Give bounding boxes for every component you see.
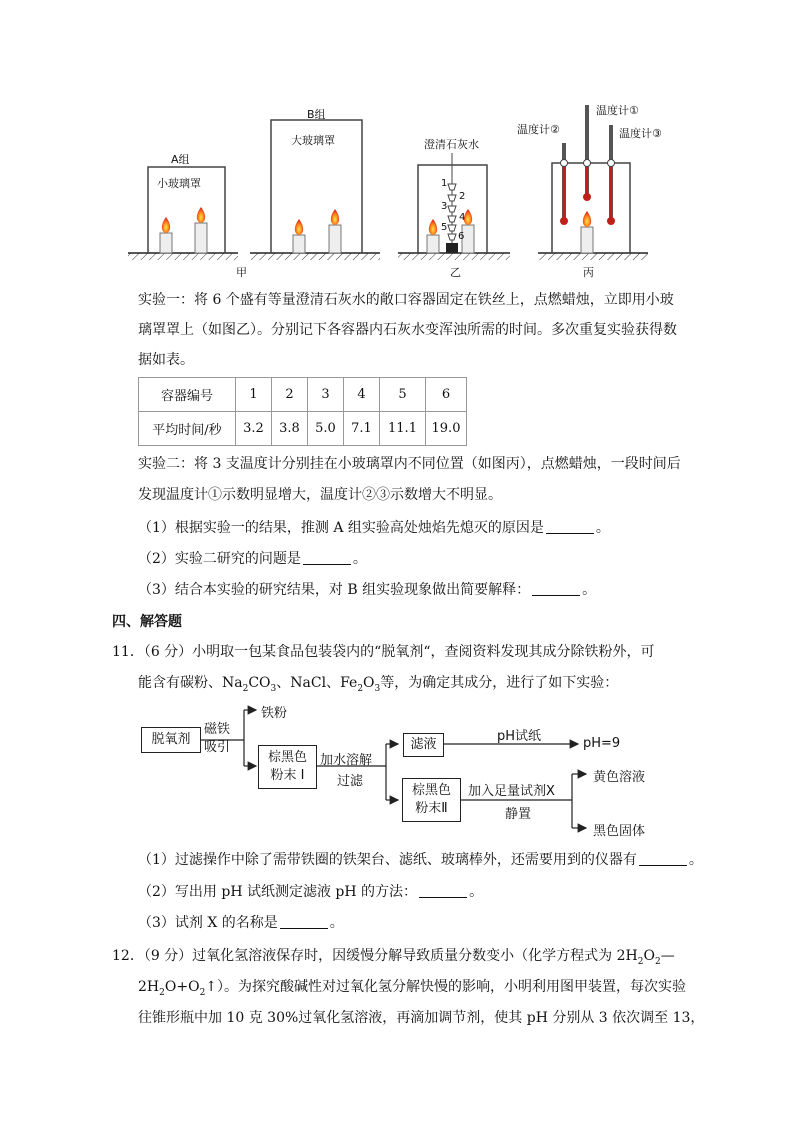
q10-sub2-text: （2）实验二研究的问题是 (138, 551, 301, 567)
q11-sub1 (138, 850, 703, 870)
q11-text-d: O (363, 675, 375, 691)
q10-sub3 (138, 580, 596, 600)
group-a-label: A组 (171, 153, 190, 166)
q10-sub3-text: （3）结合本实验的研究结果，对 B 组实验现象做出简要解释： (138, 582, 531, 598)
q11-sub2-text: （2）写出用 pH 试纸测定滤液 pH 的方法： (138, 884, 418, 900)
subscript: 2 (637, 956, 644, 967)
caption-bing: 丙 (583, 266, 594, 279)
table-cell: 3.2 (236, 412, 272, 446)
flow-add-x-label: 加入足量试剂X (468, 784, 555, 799)
flow-deoxidizer-box (141, 727, 201, 753)
table-row (139, 412, 467, 446)
table-cell: 4 (344, 378, 380, 412)
period: 。 (329, 915, 344, 931)
q11-sub2 (138, 882, 483, 902)
q12-text-b: O (643, 948, 655, 964)
container-num-2: 2 (459, 191, 466, 202)
table-cell: 6 (426, 378, 467, 412)
q11-text-b: CO (248, 675, 271, 691)
q12-line1 (112, 946, 675, 972)
flow-settle-label: 静置 (505, 807, 532, 822)
table-cell: 7.1 (344, 412, 380, 446)
subscript: 3 (374, 683, 381, 694)
container-num-6: 6 (458, 231, 465, 242)
table-cell: 19.0 (426, 412, 467, 446)
flow-powder1-label: 棕黑色 粉末 I (267, 750, 307, 783)
container-num-3: 3 (441, 201, 448, 212)
answer-blank[interactable] (280, 914, 328, 929)
exp2-line2: 发现温度计①示数明显增大，温度计②③示数增大不明显。 (138, 487, 502, 503)
flow-ph-value: pH=9 (583, 736, 621, 751)
flow-powder2-box (402, 778, 461, 822)
answer-blank[interactable] (639, 851, 687, 866)
flow-filtrate-box (403, 733, 444, 757)
container-num-4: 4 (459, 212, 466, 223)
q11-line2 (138, 673, 618, 699)
exp2-line1: 实验二：将 3 支温度计分别挂在小玻璃罩内不同位置（如图丙），点燃蜡烛，一段时间后 (138, 456, 681, 472)
q12-line3: 往锥形瓶中加 10 克 30%过氧化氢溶液，再滴加调节剂，使其 pH 分别从 3 依次调至 13， (138, 1010, 705, 1026)
table-header-id: 容器编号 (139, 378, 236, 412)
table-cell: 11.1 (380, 412, 426, 446)
flow-dissolve-label: 加水溶解 (320, 753, 373, 768)
period: 。 (352, 551, 367, 567)
q11-text-e: 等，为确定其成分，进行了如下实验： (380, 675, 619, 691)
period: 。 (582, 582, 597, 598)
table-row (139, 378, 467, 412)
flow-deoxidizer-label: 脱氧剂 (151, 732, 191, 747)
small-cover-label: 小玻璃罩 (157, 177, 201, 190)
answer-blank[interactable] (303, 550, 351, 565)
caption-jia: 甲 (236, 266, 247, 279)
q12-text-c: — (660, 948, 675, 964)
subscript: 2 (357, 683, 364, 694)
flow-filter-label: 过滤 (337, 774, 364, 789)
group-b-label: B组 (307, 108, 326, 121)
flow-magnet-label: 磁铁 吸引 (204, 722, 231, 755)
q11-text-a: 能含有碳粉、Na (138, 675, 243, 691)
q12-line2 (138, 977, 686, 1003)
subscript: 2 (654, 956, 661, 967)
container-num-1: 1 (441, 178, 448, 189)
q10-sub1 (138, 518, 610, 538)
yi-apparatus (398, 153, 510, 260)
period: 。 (469, 884, 484, 900)
answer-blank[interactable] (419, 883, 467, 898)
exp1-line3: 据如表。 (138, 352, 194, 368)
period: 。 (688, 852, 703, 868)
flow-powder2-label: 棕黑色 粉末Ⅱ (411, 783, 451, 816)
experiment-figures (0, 95, 794, 285)
table-cell: 5 (380, 378, 426, 412)
large-cover-label: 大玻璃罩 (291, 134, 335, 147)
flow-yellow-solution: 黄色溶液 (593, 770, 646, 785)
flowchart-arrows (0, 700, 794, 840)
table-header-time: 平均时间/秒 (139, 412, 236, 446)
section-heading: 四、解答题 (112, 614, 182, 630)
q11-sub3-text: （3）试剂 X 的名称是 (138, 915, 278, 931)
thermometer-3-label: 温度计③ (619, 127, 662, 140)
exp1-line2: 璃罩罩上（如图乙）。分别记下各容器内石灰水变浑浊所需的时间。多次重复实验获得数 (138, 322, 677, 338)
q12-text-e: O+O (164, 979, 200, 995)
table-cell: 3 (308, 378, 344, 412)
flow-filtrate-label: 滤液 (410, 737, 437, 752)
table-cell: 1 (236, 378, 272, 412)
subscript: 3 (270, 683, 277, 694)
q12-coef: 2 (138, 979, 147, 995)
caption-yi: 乙 (450, 266, 461, 279)
q12-text-a: 12．（9 分）过氧化氢溶液保存时，因缓慢分解导致质量分数变小（化学方程式为 2H (112, 948, 638, 964)
flow-powder1-box (258, 745, 317, 789)
flow-black-solid: 黑色固体 (593, 824, 646, 839)
container-num-5: 5 (441, 222, 448, 233)
q12-text-d: H (146, 979, 160, 995)
table-cell: 3.8 (272, 412, 308, 446)
subscript: 2 (199, 987, 206, 998)
period: 。 (595, 520, 610, 536)
answer-blank[interactable] (532, 581, 580, 596)
q10-sub2 (138, 549, 367, 569)
table-cell: 5.0 (308, 412, 344, 446)
q11-text-c: 、NaCl、Fe (276, 675, 358, 691)
flow-iron-powder: 铁粉 (261, 706, 288, 721)
thermometer-2-label: 温度计② (517, 123, 560, 136)
q10-sub1-text: （1）根据实验一的结果，推测 A 组实验高处烛焰先熄灭的原因是 (138, 520, 544, 536)
q11-sub3 (138, 913, 344, 933)
q11-line1: 11．（6 分）小明取一包某食品包装袋内的“脱氧剂“，查阅资料发现其成分除铁粉外，可 (112, 644, 655, 660)
subscript: 2 (242, 683, 249, 694)
answer-blank[interactable] (546, 519, 594, 534)
thermometer-1-label: 温度计① (596, 104, 639, 117)
table-cell: 2 (272, 378, 308, 412)
q11-sub1-text: （1）过滤操作中除了需带铁圈的铁架台、滤纸、玻璃棒外，还需要用到的仪器有 (138, 852, 637, 868)
subscript: 2 (159, 987, 165, 998)
exp1-line1: 实验一：将 6 个盛有等量澄清石灰水的敞口容器固定在铁丝上，点燃蜡烛，立即用小玻 (138, 292, 674, 308)
flow-ph-paper-label: pH试纸 (497, 729, 542, 744)
q12-text-f: ↑）。为探究酸碱性对过氧化氢分解快慢的影响，小明利用图甲装置，每次实验 (205, 979, 687, 995)
data-table (138, 377, 467, 446)
limewater-label: 澄清石灰水 (424, 138, 479, 151)
